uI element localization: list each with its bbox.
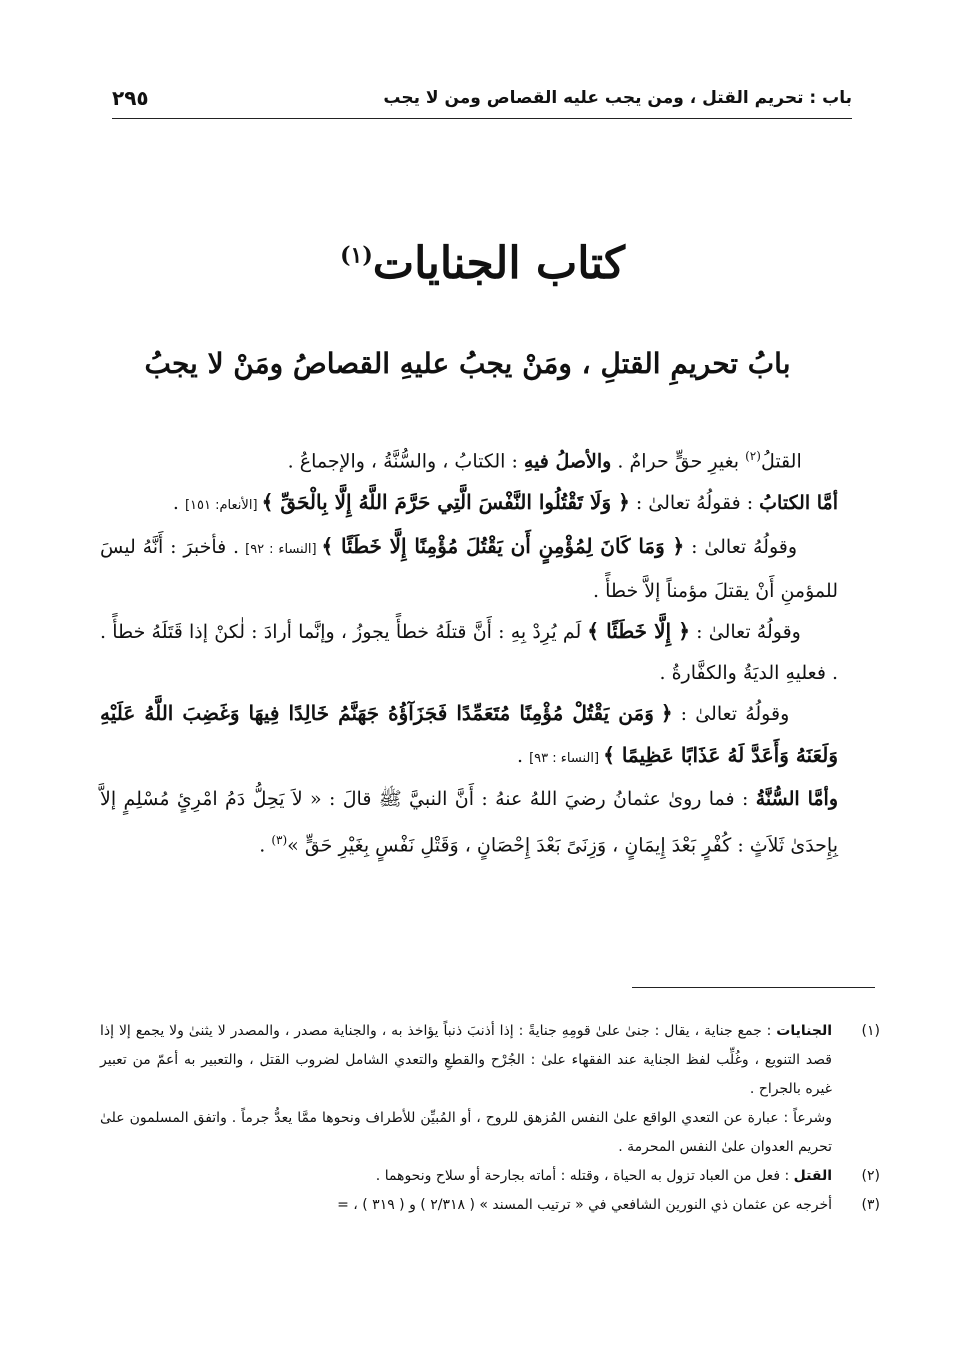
paragraph-3 — [100, 526, 838, 611]
p1-text: بغيرِ حقٍّ حرامٌ . — [611, 450, 746, 473]
footnote-number: (١) — [861, 1023, 880, 1039]
paragraph-6 — [100, 779, 838, 865]
p1-text-end: : الكتابُ ، والسُّنَّةُ ، والإجماعُ . — [287, 450, 524, 473]
p6-end: . — [259, 834, 272, 857]
paragraph-4 — [100, 611, 838, 693]
p6-bold: وأمَّا السُّنَّةُ — [755, 788, 838, 811]
running-header — [112, 88, 852, 120]
p1-bold: والأصلُ فيهِ — [523, 450, 612, 473]
p5-verse-ref: [النساء : ٩٣] — [529, 750, 604, 766]
p3-quran-verse: ﴿ وَمَا كَانَ لِمُؤْمِنٍ أَن يَقْتُلَ مُؤْمِنًا إِلَّا خَطَئًا ﴾ — [321, 534, 685, 559]
p2-end: . — [172, 491, 185, 514]
paragraph-2 — [100, 482, 838, 527]
p2-verse-ref: [الأنعام: ١٥١] — [184, 497, 262, 513]
p3-text: وقولُهُ تعالىٰ : — [684, 536, 798, 559]
footnote-2 — [100, 1162, 880, 1191]
book-title-text: كتاب الجنايات — [372, 238, 625, 289]
footnote-head: القتل — [793, 1168, 832, 1184]
p2-bold: أمَّا الكتابُ — [759, 491, 838, 514]
footnote-number: (٢) — [861, 1168, 880, 1184]
book-title — [0, 238, 965, 289]
p6-hadith: : فما روىٰ عثمانُ رضيَ اللهُ عنهُ : أَنَّ النبيَّ ﷺ قالَ : « لاَ يَحِلُّ دَمُ امْرِئٍ مُسْلِمٍ إلاَّ بِإِحدَىٰ ثَلاَثٍ : كُفْرٍ بَعْدَ إِيمَانٍ ، وَزِنَىً بَعْدَ إِحْصَانٍ ، وَقَتْلِ نَفْسٍ بِغَيْرِ حَقٍّ » — [100, 788, 838, 857]
main-text — [100, 436, 838, 866]
footnote-text-2: وشرعاً : عبارة عن التعدي الواقع علىٰ النفس المُزهق للروح ، أو المُبيِّن للأطراف ونحوها ممَّا يعدُّ جرماً . واتفق المسلمون علىٰ تحريم العدوان علىٰ النفس المحرمة . — [100, 1110, 832, 1155]
page-number: ٢٩٥ — [112, 86, 149, 110]
running-title: باب : تحريم القتل ، ومن يجب عليه القصاص ومن لا يجب — [383, 88, 852, 108]
p3-text-end: . فأخبرَ : أَنَّهُ ليسَ للمؤمنِ أَنْ يقتلَ مؤمناً إلاَّ خطأً . — [100, 536, 838, 602]
p3-verse-ref: [النساء : ٩٢] — [245, 542, 322, 558]
footnote-text: أخرجه عن عثمان ذي النورين الشافعي في « ترتيب المسند » ( ٢/٣١٨ ) و ( ٣١٩ ) ، = — [337, 1197, 832, 1213]
footnote-head: الجنايات — [776, 1023, 832, 1039]
footnotes — [100, 1017, 880, 1220]
footnote-separator — [632, 987, 875, 988]
footnote-number: (٣) — [861, 1197, 880, 1213]
p2-quran-verse: ﴿ وَلَا تَقْتُلُوا النَّفْسَ الَّتِي حَرَّمَ اللَّهُ إِلَّا بِالْحَقِّ ﴾ — [261, 489, 630, 514]
p4-quran-verse: ﴿ إِلَّا خَطَئًا ﴾ — [587, 619, 690, 644]
footnote-3 — [100, 1191, 880, 1220]
footnote-text: : جمع جناية ، يقال : جنىٰ علىٰ قومِهِ جنايةً : إذا أذنبَ ذنباً يؤاخذ به ، والجناية مصدر ، والمصدر لا يثنىٰ ولا يجمع إلا إذا قصد التنويع ، وغُلِّب لفظ الجناية عند الفقهاء علىٰ : الجُرْح والقطعِ والتعدي الشامل لضروب القتل ، والتعبير به أعمّ من تعبير غيره بالجراح . — [100, 1023, 832, 1097]
header-rule — [112, 118, 852, 119]
footnote-1 — [100, 1017, 880, 1162]
chapter-title: بابُ تحريمِ القتلِ ، ومَنْ يجبُ عليهِ القصاصُ ومَنْ لا يجبُ — [144, 347, 791, 380]
p5-end: . — [517, 744, 530, 767]
book-title-footnote-ref: (١) — [340, 242, 373, 269]
p4-text: وقولُهُ تعالىٰ : — [689, 621, 801, 644]
paragraph-1 — [100, 436, 838, 482]
p4-text-end: لَم يُرِدْ بِهِ : أَنَّ قتلَهُ خطأً يجوزُ ، وإنَّما أرادَ : لٰكنْ إذا قَتَلَهُ خطأً . . فعليهِ الديَةُ والكفَّارةُ . — [100, 621, 838, 684]
p1-term: القتلُ — [760, 450, 802, 473]
p5-quran-verse: ﴿ وَمَن يَقْتُلْ مُؤْمِنًا مُتَعَمِّدًا فَجَزَآؤُهُ جَهَنَّمُ خَالِدًا فِيهَا وَغَضِبَ اللَّهُ عَلَيْهِ وَلَعَنَهُ وَأَعَدَّ لَهُ عَذَابًا عَظِيمًا ﴾ — [100, 701, 838, 767]
footnote-ref-3: (٣) — [271, 832, 288, 847]
paragraph-5 — [100, 693, 838, 779]
p2-text: : فقولُهُ تعالىٰ : — [629, 491, 760, 514]
footnote-text: : فعل من العباد تزول به الحياة ، وقتله : أماته بجارحة أو سلاح ونحوهما . — [375, 1168, 794, 1184]
footnote-ref-2: (٢) — [745, 449, 761, 463]
p5-text: وقولُهُ تعالىٰ : — [672, 703, 790, 726]
